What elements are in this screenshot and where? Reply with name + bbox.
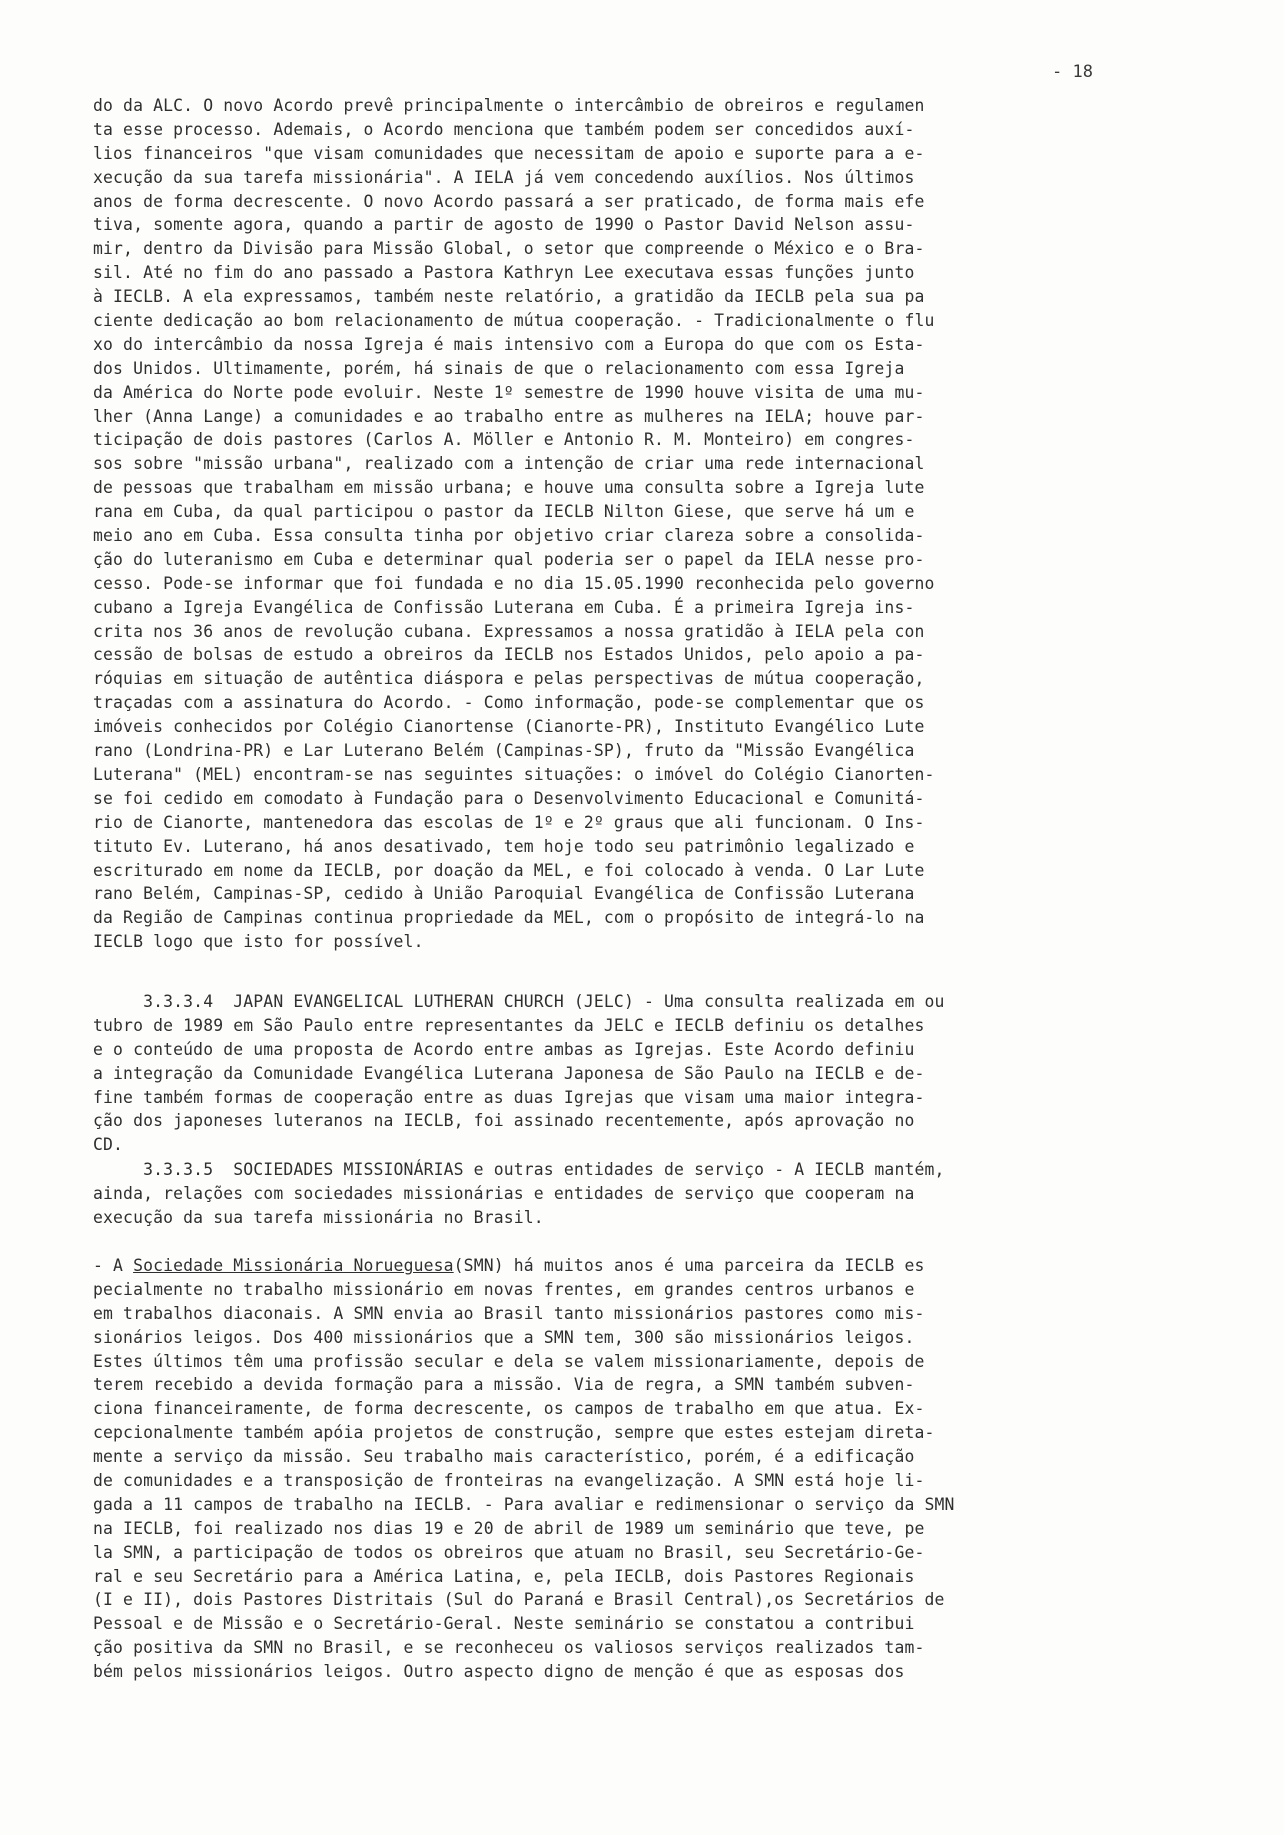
text-line: fine também formas de cooperação entre as duas Igrejas que visam uma maior integra- [93,1087,925,1107]
text-line: pecialmente no trabalho missionário em novas frentes, em grandes centros urbanos e [93,1279,915,1299]
text-line: dos Unidos. Ultimamente, porém, há sinais de que o relacionamento com essa Igreja [93,358,905,378]
text-line: rano Belém, Campinas-SP, cedido à União Paroquial Evangélica de Confissão Luterana [93,884,915,904]
text-line: sil. Até no fim do ano passado a Pastora Kathryn Lee executava essas funções junto [93,263,915,283]
text-line: cessão de bolsas de estudo a obreiros da IECLB nos Estados Unidos, pelo apoio a pa- [93,645,925,665]
text-line: xo do intercâmbio da nossa Igreja é mais intensivo com a Europa do que com os Esta- [93,334,925,354]
text-line: 3.3.3.5 SOCIEDADES MISSIONÁRIAS e outras entidades de serviço - A IECLB mantém, [93,1160,945,1179]
text-line: rio de Cianorte, mantenedora das escolas de 1º e 2º graus que ali funcionam. O Ins- [93,812,925,832]
text-line [93,1254,1103,1278]
text-line: tituto Ev. Luterano, há anos desativado, tem hoje todo seu patrimônio legalizado e [93,836,915,856]
text-line: crita nos 36 anos de revolução cubana. Expressamos a nossa gratidão à IELA pela con [93,621,925,641]
text-line: ciona financeiramente, de forma decrescente, os campos de trabalho em que atua. Ex- [93,1399,925,1419]
paragraph-sociedades [93,1158,1103,1230]
text-line: ção do luteranismo em Cuba e determinar qual poderia ser o papel da IELA nesse pro- [93,549,925,569]
text-line: e o conteúdo de uma proposta de Acordo entre ambas as Igrejas. Este Acordo definiu [93,1039,915,1059]
text-line: ção dos japoneses luteranos na IECLB, foi assinado recentemente, após aprovação no [93,1111,915,1131]
text-line: lios financeiros "que visam comunidades que necessitam de apoio e suporte para a e- [93,143,925,163]
text-line: de pessoas que trabalham em missão urbana; e houve uma consulta sobre a Igreja lute [93,478,925,498]
line-suffix: (SMN) há muitos anos é uma parceira da IECLB es [453,1256,925,1275]
text-line: do da ALC. O novo Acordo prevê principalmente o intercâmbio de obreiros e regulamen [93,96,925,115]
text-line: a integração da Comunidade Evangélica Luterana Japonesa de São Paulo na IECLB e de- [93,1063,925,1083]
paragraph-smn [93,1254,1103,1684]
text-line: sionários leigos. Dos 400 missionários que a SMN tem, 300 são missionários leigos. [93,1327,915,1347]
text-line: (I e II), dois Pastores Distritais (Sul do Paraná e Brasil Central),os Secretários de [93,1590,945,1610]
text-line: em trabalhos diaconais. A SMN envia ao Brasil tanto missionários pastores como mis- [93,1303,925,1323]
text-line: ção positiva da SMN no Brasil, e se reconheceu os valiosos serviços realizados tam- [93,1638,925,1658]
text-line: ral e seu Secretário para a América Latina, e, pela IECLB, dois Pastores Regionais [93,1566,915,1586]
page-number: - 18 [1052,62,1093,82]
paragraph-iela [93,94,1103,954]
paragraph-jelc [93,990,1103,1157]
smn-name-underlined: Sociedade Missionária Norueguesa [133,1256,454,1275]
text-line: se foi cedido em comodato à Fundação para o Desenvolvimento Educacional e Comunitá- [93,788,925,808]
text-line: sos sobre "missão urbana", realizado com a intenção de criar uma rede internacional [93,454,925,474]
text-line: ticipação de dois pastores (Carlos A. Möller e Antonio R. M. Monteiro) em congres- [93,430,915,450]
text-line: escriturado em nome da IECLB, por doação da MEL, e foi colocado à venda. O Lar Lute [93,860,925,880]
text-line: rano (Londrina-PR) e Lar Luterano Belém (Campinas-SP), fruto da "Missão Evangélica [93,741,915,761]
text-line: de comunidades e a transposição de fronteiras na evangelização. A SMN está hoje li- [93,1471,925,1491]
text-line: meio ano em Cuba. Essa consulta tinha por objetivo criar clareza sobre a consolida- [93,526,925,546]
text-line: na IECLB, foi realizado nos dias 19 e 20 de abril de 1989 um seminário que teve, pe [93,1518,925,1538]
text-line: gada a 11 campos de trabalho na IECLB. - Para avaliar e redimensionar o serviço da SMN [93,1494,955,1514]
text-line: ciente dedicação ao bom relacionamento de mútua cooperação. - Tradicionalmente o flu [93,311,935,331]
text-line: da Região de Campinas continua propriedade da MEL, com o propósito de integrá-lo na [93,908,925,928]
text-line: xecução da sua tarefa missionária". A IELA já vem concedendo auxílios. Nos últimos [93,167,915,187]
text-line: da América do Norte pode evoluir. Neste 1º semestre de 1990 houve visita de uma mu- [93,382,925,402]
text-line: imóveis conhecidos por Colégio Cianortense (Cianorte-PR), Instituto Evangélico Lute [93,717,925,737]
text-line: lher (Anna Lange) a comunidades e ao trabalho entre as mulheres na IELA; houve par- [93,406,925,426]
text-line: la SMN, a participação de todos os obreiros que atuam no Brasil, seu Secretário-Ge- [93,1542,925,1562]
text-line: cepcionalmente também apóia projetos de construção, sempre que estes estejam direta- [93,1423,935,1443]
text-line: terem recebido a devida formação para a missão. Via de regra, a SMN também subven- [93,1375,915,1395]
text-line: 3.3.3.4 JAPAN EVANGELICAL LUTHERAN CHURCH (JELC) - Uma consulta realizada em ou [93,992,945,1011]
text-line: Pessoal e de Missão e o Secretário-Geral. Neste seminário se constatou a contribui [93,1614,915,1634]
text-line: anos de forma decrescente. O novo Acordo passará a ser praticado, de forma mais efe [93,191,925,211]
text-line: IECLB logo que isto for possível. [93,932,424,952]
text-line: bém pelos missionários leigos. Outro aspecto digno de menção é que as esposas dos [93,1662,905,1682]
text-line: cesso. Pode-se informar que foi fundada e no dia 15.05.1990 reconhecida pelo governo [93,573,935,593]
text-line: mir, dentro da Divisão para Missão Global, o setor que compreende o México e o Bra- [93,239,925,259]
text-line: rana em Cuba, da qual participou o pastor da IECLB Nilton Giese, que serve há um e [93,502,915,522]
text-line: tiva, somente agora, quando a partir de agosto de 1990 o Pastor David Nelson assu- [93,215,915,235]
paragraph-smn-body [93,1278,1103,1684]
text-line: tubro de 1989 em São Paulo entre representantes da JELC e IECLB definiu os detalhes [93,1015,925,1035]
text-line: traçadas com a assinatura do Acordo. - Como informação, pode-se complementar que os [93,693,925,713]
text-line: róquias em situação de autêntica diáspora e pelas perspectivas de mútua cooperação, [93,669,925,689]
line-prefix: - A [93,1256,134,1275]
text-line: cubano a Igreja Evangélica de Confissão Luterana em Cuba. É a primeira Igreja ins- [93,597,915,617]
text-line: Estes últimos têm uma profissão secular e dela se valem missionariamente, depois de [93,1351,925,1371]
text-line: ta esse processo. Ademais, o Acordo menciona que também podem ser concedidos auxí- [93,119,915,139]
text-line: mente a serviço da missão. Seu trabalho mais característico, porém, é a edificação [93,1447,915,1467]
text-line: ainda, relações com sociedades missionárias e entidades de serviço que cooperam na [93,1183,915,1203]
text-line: CD. [93,1135,124,1155]
text-line: à IECLB. A ela expressamos, também neste relatório, a gratidão da IECLB pela sua pa [93,287,925,307]
text-line: Luterana" (MEL) encontram-se nas seguintes situações: o imóvel do Colégio Cianorten- [93,764,935,784]
text-line: execução da sua tarefa missionária no Brasil. [93,1207,544,1227]
